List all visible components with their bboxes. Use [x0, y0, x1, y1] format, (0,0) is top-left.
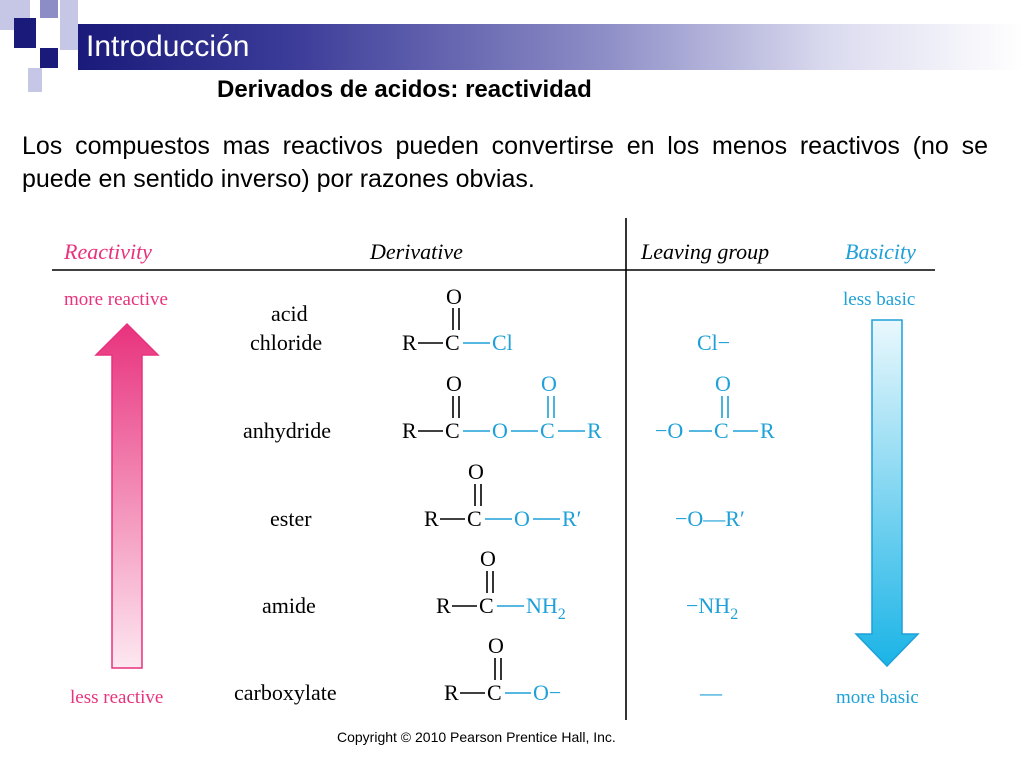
amide-structure — [436, 546, 566, 623]
header-reactivity: Reactivity — [64, 239, 152, 264]
acid-chloride-structure — [402, 284, 513, 355]
svg-text:R: R — [444, 680, 459, 705]
row-name-ester: ester — [270, 506, 312, 531]
less-reactive-label: less reactive — [70, 687, 164, 708]
leaving-group-chloride: Cl− — [697, 330, 731, 355]
body-paragraph: Los compuestos mas reactivos pueden convertirse en los menos reactivos (no se puede en sentido inverso) por razones obvias. — [22, 132, 988, 193]
svg-text:O: O — [541, 371, 557, 396]
svg-text:C: C — [467, 506, 482, 531]
svg-text:O: O — [492, 418, 508, 443]
row-name-anhydride: anhydride — [243, 418, 331, 443]
leaving-group-amide-anion: $-NH_2$ — [686, 593, 739, 623]
leaving-group-alkoxide: −O—R′ — [675, 506, 745, 531]
svg-text:O: O — [488, 633, 504, 658]
svg-text:O: O — [514, 506, 530, 531]
row-name-acid-chloride: chloride — [250, 330, 323, 355]
svg-text:Cl: Cl — [492, 330, 513, 355]
svg-text:O: O — [446, 371, 462, 396]
svg-text:NH2: $NH_2$ — [526, 593, 566, 623]
row-name-amide: amide — [262, 593, 316, 618]
svg-text:R: R — [402, 330, 417, 355]
leaving-group-carboxylate-anion — [655, 371, 775, 443]
leaving-group-none: — — [700, 680, 722, 705]
svg-text:O: O — [480, 546, 496, 571]
header-leaving-group: Leaving group — [641, 239, 770, 264]
svg-text:O: O — [468, 459, 484, 484]
less-basic-label: less basic — [843, 289, 916, 310]
reactivity-arrow-icon — [96, 324, 158, 668]
svg-text:C: C — [445, 418, 460, 443]
svg-text:C: C — [479, 593, 494, 618]
anhydride-structure — [402, 371, 602, 443]
carboxylate-structure — [444, 633, 561, 705]
header-basicity: Basicity — [845, 239, 916, 264]
svg-text:O−: O− — [533, 680, 562, 705]
svg-text:R: R — [587, 418, 602, 443]
slide-title: Introducción — [86, 30, 250, 63]
svg-text:R′: R′ — [562, 506, 582, 531]
basicity-arrow-icon — [856, 320, 918, 666]
subtitle: Derivados de acidos: reactividad — [217, 76, 592, 103]
row-name-acid-chloride: acid — [271, 301, 308, 326]
svg-text:R: R — [436, 593, 451, 618]
svg-text:R: R — [402, 418, 417, 443]
more-reactive-label: more reactive — [64, 289, 168, 310]
svg-text:O: O — [715, 371, 731, 396]
copyright: Copyright © 2010 Pearson Prentice Hall, Inc. — [337, 729, 616, 745]
svg-text:C: C — [487, 680, 502, 705]
svg-text:C: C — [714, 418, 729, 443]
svg-text:C: C — [445, 330, 460, 355]
svg-text:R: R — [424, 506, 439, 531]
svg-text:R: R — [760, 418, 775, 443]
svg-text:C: C — [540, 418, 555, 443]
ester-structure — [424, 459, 582, 531]
header-derivative: Derivative — [370, 239, 463, 264]
row-name-carboxylate: carboxylate — [234, 680, 337, 705]
svg-text:O: O — [446, 284, 462, 309]
more-basic-label: more basic — [836, 687, 919, 708]
svg-text:−O: −O — [655, 418, 684, 443]
